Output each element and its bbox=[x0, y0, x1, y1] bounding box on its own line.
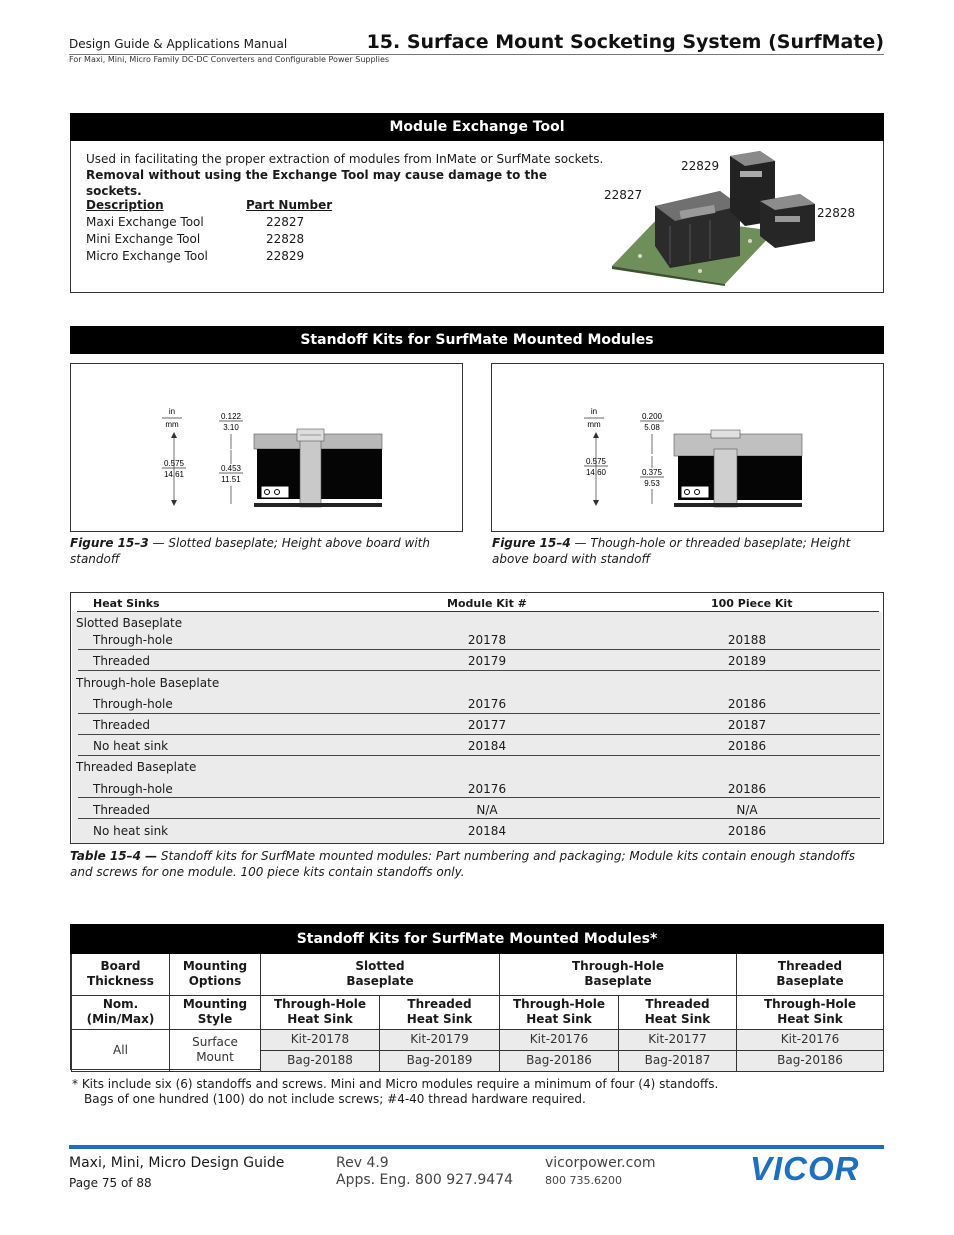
row-kit: 20184 bbox=[467, 824, 507, 838]
dim-c-in: 0.375 bbox=[641, 468, 663, 477]
footer-rule bbox=[69, 1145, 884, 1149]
tool-part-number: 22828 bbox=[266, 231, 305, 246]
dim-a-mm: 3.10 bbox=[223, 423, 239, 432]
figure-15-4-drawing bbox=[492, 364, 885, 533]
col-part-number: Part Number bbox=[246, 197, 333, 212]
table-body bbox=[72, 612, 882, 843]
vicor-logo bbox=[750, 1150, 886, 1186]
manual-subtitle: For Maxi, Mini, Micro Family DC-DC Converters and Configurable Power Supplies bbox=[69, 55, 390, 64]
row-kit: 20176 bbox=[467, 782, 507, 796]
figure-15-4-caption bbox=[492, 535, 884, 567]
pcb bbox=[674, 503, 802, 507]
kits-table bbox=[71, 954, 884, 1072]
hdr-col3: Through-Hole Heat Sink bbox=[500, 995, 619, 1029]
hdr-slotted-baseplate: Slotted Baseplate bbox=[261, 954, 500, 995]
standoff-kits-table2 bbox=[70, 954, 884, 1070]
figure-15-4-label: Figure 15–4 bbox=[492, 536, 571, 550]
section-title: 15. Surface Mount Socketing System (SurfMate) bbox=[366, 31, 884, 53]
table-header-row bbox=[77, 593, 879, 612]
hdr-col4: Threaded Heat Sink bbox=[619, 995, 737, 1029]
unit-mm: mm bbox=[587, 420, 601, 429]
figure-15-3-label: Figure 15–3 bbox=[70, 536, 149, 550]
photo-label-22827: 22827 bbox=[604, 188, 643, 202]
row-kit: 20184 bbox=[467, 739, 507, 753]
cell-bag: Bag-20186 bbox=[500, 1050, 619, 1071]
figure-15-3-drawing bbox=[71, 364, 464, 533]
unit-in: in bbox=[168, 407, 176, 416]
figure-15-3 bbox=[70, 363, 463, 532]
table-row bbox=[72, 693, 882, 714]
footer-phone: 800 735.6200 bbox=[545, 1174, 622, 1187]
row-label: No heat sink bbox=[93, 824, 169, 838]
standoff bbox=[300, 439, 321, 507]
hdr-nom: Nom. (Min/Max) bbox=[72, 995, 170, 1029]
standoff-section-title: Standoff Kits for SurfMate Mounted Modules bbox=[70, 326, 884, 354]
screw-head bbox=[711, 430, 740, 438]
row-label: No heat sink bbox=[93, 739, 169, 753]
table-row bbox=[72, 735, 882, 756]
row-piece: 20187 bbox=[727, 718, 767, 732]
standoff-kits-table bbox=[70, 592, 884, 844]
footnote-line1: * Kits include six (6) standoffs and screws. Mini and Micro modules require a minimum of four (4) standoffs. bbox=[72, 1077, 719, 1091]
exchange-tool-table bbox=[86, 196, 336, 264]
cell-bag: Bag-20187 bbox=[619, 1050, 737, 1071]
dim-c-in: 0.453 bbox=[220, 464, 242, 473]
standoff bbox=[714, 449, 737, 507]
row-label: Threaded bbox=[93, 718, 150, 732]
row-label: Through-hole bbox=[93, 697, 173, 711]
row-piece: N/A bbox=[736, 803, 758, 817]
cell-style: Surface Mount bbox=[170, 1029, 261, 1071]
table-row bbox=[72, 650, 882, 671]
footer-web[interactable]: vicorpower.com bbox=[545, 1155, 656, 1171]
footnote-line2: Bags of one hundred (100) do not include screws; #4-40 thread hardware required. bbox=[84, 1092, 586, 1106]
table-15-4-label: Table 15–4 — bbox=[70, 849, 158, 863]
figure-15-4 bbox=[491, 363, 884, 532]
row-label: Threaded bbox=[93, 803, 150, 817]
row-label: Through-hole bbox=[93, 782, 173, 796]
tool-description: Maxi Exchange Tool bbox=[86, 214, 204, 229]
table-row bbox=[72, 629, 882, 650]
exchange-tool-intro: Used in facilitating the proper extraction of modules from InMate or SurfMate sockets. bbox=[86, 152, 604, 166]
photo-label-22828: 22828 bbox=[817, 206, 856, 220]
pcb bbox=[254, 503, 382, 507]
table2-header-row bbox=[72, 954, 884, 995]
dim-b-mm: 14.60 bbox=[585, 468, 607, 477]
dim-b-mm: 14.61 bbox=[163, 470, 185, 479]
col-100-piece-kit: 100 Piece Kit bbox=[711, 597, 793, 610]
exchange-tool-row bbox=[86, 230, 336, 247]
logo-text: VICOR bbox=[750, 1150, 860, 1186]
row-kit: 20177 bbox=[467, 718, 507, 732]
hdr-col2: Threaded Heat Sink bbox=[380, 995, 500, 1029]
dim-a-in: 0.122 bbox=[220, 412, 242, 421]
hdr-board-thickness: Board Thickness bbox=[72, 954, 170, 995]
table2-row bbox=[72, 1029, 884, 1050]
cell-bag: Bag-20188 bbox=[261, 1050, 380, 1071]
row-label: Through-hole bbox=[93, 633, 173, 647]
cell-bag: Bag-20186 bbox=[737, 1050, 884, 1071]
photo-label-22829: 22829 bbox=[681, 159, 720, 173]
exchange-tool-row bbox=[86, 247, 336, 264]
row-piece: 20186 bbox=[727, 739, 767, 753]
table-row bbox=[72, 820, 882, 841]
table2-footnote bbox=[72, 1077, 718, 1107]
footer-page: Page 75 of 88 bbox=[69, 1176, 152, 1190]
exchange-tool-row bbox=[86, 213, 336, 230]
row-kit: 20179 bbox=[467, 654, 507, 668]
tool-description: Mini Exchange Tool bbox=[86, 231, 201, 246]
figure-15-3-caption bbox=[70, 535, 470, 567]
hdr-col5: Through-Hole Heat Sink bbox=[737, 995, 884, 1029]
dim-a-mm: 5.08 bbox=[644, 423, 660, 432]
cell-kit: Kit-20176 bbox=[737, 1029, 884, 1050]
figure-15-4-text: — Though-hole or threaded baseplate; Height above board with standoff bbox=[492, 536, 851, 566]
row-label: Threaded bbox=[93, 654, 150, 668]
footer-guide: Maxi, Mini, Micro Design Guide bbox=[69, 1155, 285, 1171]
cell-kit: Kit-20179 bbox=[380, 1029, 500, 1050]
table-group-row bbox=[72, 672, 882, 693]
footer-rev: Rev 4.9 bbox=[336, 1155, 389, 1171]
col-heat-sinks: Heat Sinks bbox=[93, 597, 160, 610]
row-piece: 20188 bbox=[727, 633, 767, 647]
tool-description: Micro Exchange Tool bbox=[86, 248, 208, 263]
dim-c-mm: 11.51 bbox=[221, 475, 241, 484]
group-slotted: Slotted Baseplate bbox=[76, 616, 183, 630]
manual-title: Design Guide & Applications Manual bbox=[69, 37, 288, 51]
cell-bag: Bag-20189 bbox=[380, 1050, 500, 1071]
dim-b-in: 0.575 bbox=[585, 457, 607, 466]
row-kit: 20178 bbox=[467, 633, 507, 647]
hdr-mounting-options: Mounting Options bbox=[170, 954, 261, 995]
cell-kit: Kit-20177 bbox=[619, 1029, 737, 1050]
table-row bbox=[72, 778, 882, 799]
table-15-4-text: Standoff kits for SurfMate mounted modules: Part numbering and packaging; Module kits contain enough standoffs and screws for one module. 100 piece kits contain standoffs only. bbox=[70, 849, 856, 879]
hdr-col1: Through-Hole Heat Sink bbox=[261, 995, 380, 1029]
cell-kit: Kit-20176 bbox=[500, 1029, 619, 1050]
group-through-hole: Through-hole Baseplate bbox=[76, 676, 220, 690]
col-module-kit: Module Kit # bbox=[447, 597, 527, 610]
cell-kit: Kit-20178 bbox=[261, 1029, 380, 1050]
tool-part-number: 22827 bbox=[266, 214, 305, 229]
row-piece: 20189 bbox=[727, 654, 767, 668]
group-threaded: Threaded Baseplate bbox=[76, 760, 197, 774]
dim-c-mm: 9.53 bbox=[644, 479, 660, 488]
row-piece: 20186 bbox=[727, 782, 767, 796]
row-piece: 20186 bbox=[727, 697, 767, 711]
table-row bbox=[72, 799, 882, 820]
unit-mm: mm bbox=[165, 420, 179, 429]
col-description: Description bbox=[86, 197, 164, 212]
dim-b-in: 0.575 bbox=[163, 459, 185, 468]
exchange-tool-text bbox=[86, 151, 606, 199]
figure-15-3-text: — Slotted baseplate; Height above board with standoff bbox=[70, 536, 430, 566]
table2-subheader-row bbox=[72, 995, 884, 1029]
table-15-4-caption bbox=[70, 848, 870, 880]
row-kit: N/A bbox=[476, 803, 498, 817]
exchange-tool-title: Module Exchange Tool bbox=[70, 113, 884, 141]
table-group-row bbox=[72, 756, 882, 777]
hdr-threaded-baseplate: Threaded Baseplate bbox=[737, 954, 884, 995]
hdr-through-hole-baseplate: Through-Hole Baseplate bbox=[500, 954, 737, 995]
exchange-tool-header-row bbox=[86, 196, 336, 213]
cell-board: All bbox=[72, 1029, 170, 1071]
exchange-tool-warning: Removal without using the Exchange Tool may cause damage to the sockets. bbox=[86, 168, 547, 198]
dim-a-in: 0.200 bbox=[641, 412, 663, 421]
hdr-mounting-style: Mounting Style bbox=[170, 995, 261, 1029]
tool-part-number: 22829 bbox=[266, 248, 305, 263]
row-kit: 20176 bbox=[467, 697, 507, 711]
footer-apps: Apps. Eng. 800 927.9474 bbox=[336, 1172, 514, 1188]
standoff-kits-table2-title: Standoff Kits for SurfMate Mounted Modules* bbox=[70, 924, 884, 954]
unit-in: in bbox=[590, 407, 598, 416]
table-row bbox=[72, 714, 882, 735]
row-piece: 20186 bbox=[727, 824, 767, 838]
